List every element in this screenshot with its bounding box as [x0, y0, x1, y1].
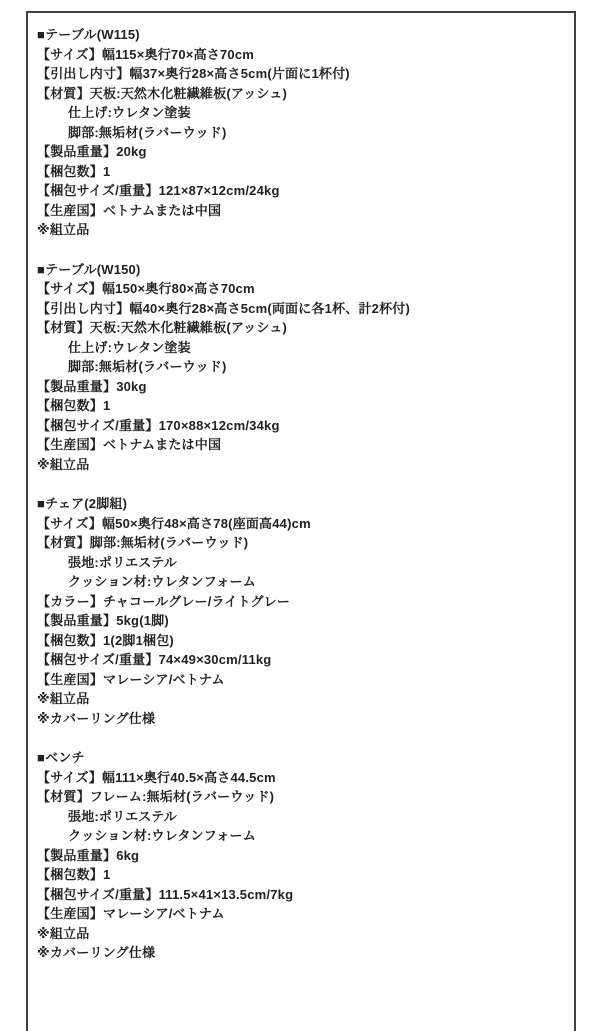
spec-line: 【梱包サイズ/重量】170×88×12cm/34kg [37, 417, 280, 433]
spec-section [37, 748, 566, 963]
spec-line: ※カバーリング仕様 [37, 945, 156, 960]
spec-section [37, 494, 566, 728]
section-bullet-icon: ■ [37, 750, 46, 765]
spec-line: 【製品重量】20kg [37, 144, 147, 159]
spec-line: 【梱包数】1(2脚1梱包) [37, 632, 174, 648]
spec-line: 【梱包サイズ/重量】121×87×12cm/24kg [37, 183, 280, 198]
spec-line: 【サイズ】幅111×奥行40.5×高さ44.5cm [37, 769, 276, 785]
spec-line: 【生産国】マレーシア/ベトナム [37, 906, 225, 921]
spec-line: 【生産国】ベトナムまたは中国 [37, 437, 222, 452]
spec-line: 脚部:無垢材(ラバーウッド) [68, 124, 227, 140]
spec-line: 【材質】脚部:無垢材(ラバーウッド) [37, 535, 249, 550]
spec-line: ※組立品 [37, 222, 90, 237]
spec-line: 仕上げ:ウレタン塗装 [68, 105, 191, 120]
spec-line: 【製品重量】30kg [37, 378, 147, 394]
spec-line: ※カバーリング仕様 [37, 710, 156, 726]
section-title-text: チェア(2脚組) [45, 496, 128, 511]
spec-line: ※組立品 [37, 691, 90, 706]
spec-line: 【生産国】ベトナムまたは中国 [37, 202, 222, 218]
spec-line: クッション材:ウレタンフォーム [68, 828, 256, 843]
section-bullet-icon: ■ [37, 496, 46, 511]
section-title-text: ベンチ [45, 750, 85, 765]
section-title [37, 748, 566, 768]
spec-box [26, 11, 576, 1031]
spec-line: 【梱包サイズ/重量】74×49×30cm/11kg [37, 652, 272, 667]
spec-line: 張地:ポリエステル [68, 808, 177, 824]
spec-line: 【梱包サイズ/重量】111.5×41×13.5cm/7kg [37, 886, 294, 902]
spec-line: ※組立品 [37, 925, 90, 941]
section-title-text: テーブル(W115) [45, 27, 140, 42]
section-title [37, 260, 566, 280]
section-title-text: テーブル(W150) [45, 261, 141, 277]
spec-line: 【製品重量】5kg(1脚) [37, 613, 169, 628]
spec-line: 【引出し内寸】幅40×奥行28×高さ5cm(両面に各1杯、計2杯付) [37, 300, 411, 316]
spec-section [37, 25, 566, 240]
spec-line: 【材質】フレーム:無垢材(ラバーウッド) [37, 789, 275, 804]
spec-line: 【カラー】チャコールグレー/ライトグレー [37, 593, 291, 609]
section-title [37, 25, 566, 45]
spec-line: 【梱包数】1 [37, 867, 111, 882]
spec-line: ※組立品 [37, 456, 90, 472]
section-title [37, 494, 566, 514]
spec-line: 【引出し内寸】幅37×奥行28×高さ5cm(片面に1杯付) [37, 66, 350, 81]
spec-line: 【生産国】マレーシア/ベトナム [37, 671, 225, 687]
spec-line: 【梱包数】1 [37, 398, 111, 413]
spec-line: 仕上げ:ウレタン塗装 [68, 339, 191, 355]
section-bullet-icon: ■ [37, 27, 46, 42]
spec-line: 脚部:無垢材(ラバーウッド) [68, 359, 227, 374]
spec-section [37, 260, 566, 475]
spec-line: 【梱包数】1 [37, 163, 111, 179]
spec-line: 張地:ポリエステル [68, 554, 177, 570]
spec-line: 【サイズ】幅150×奥行80×高さ70cm [37, 281, 255, 296]
section-bullet-icon: ■ [37, 261, 46, 277]
spec-line: 【サイズ】幅50×奥行48×高さ78(座面高44)cm [37, 515, 311, 531]
spec-line: 【サイズ】幅115×奥行70×高さ70cm [37, 46, 255, 62]
spec-line: 【製品重量】6kg [37, 847, 140, 863]
spec-line: 【材質】天板:天然木化粧繊維板(アッシュ) [37, 85, 288, 101]
spec-line: 【材質】天板:天然木化粧繊維板(アッシュ) [37, 320, 288, 335]
spec-line: クッション材:ウレタンフォーム [68, 574, 256, 589]
